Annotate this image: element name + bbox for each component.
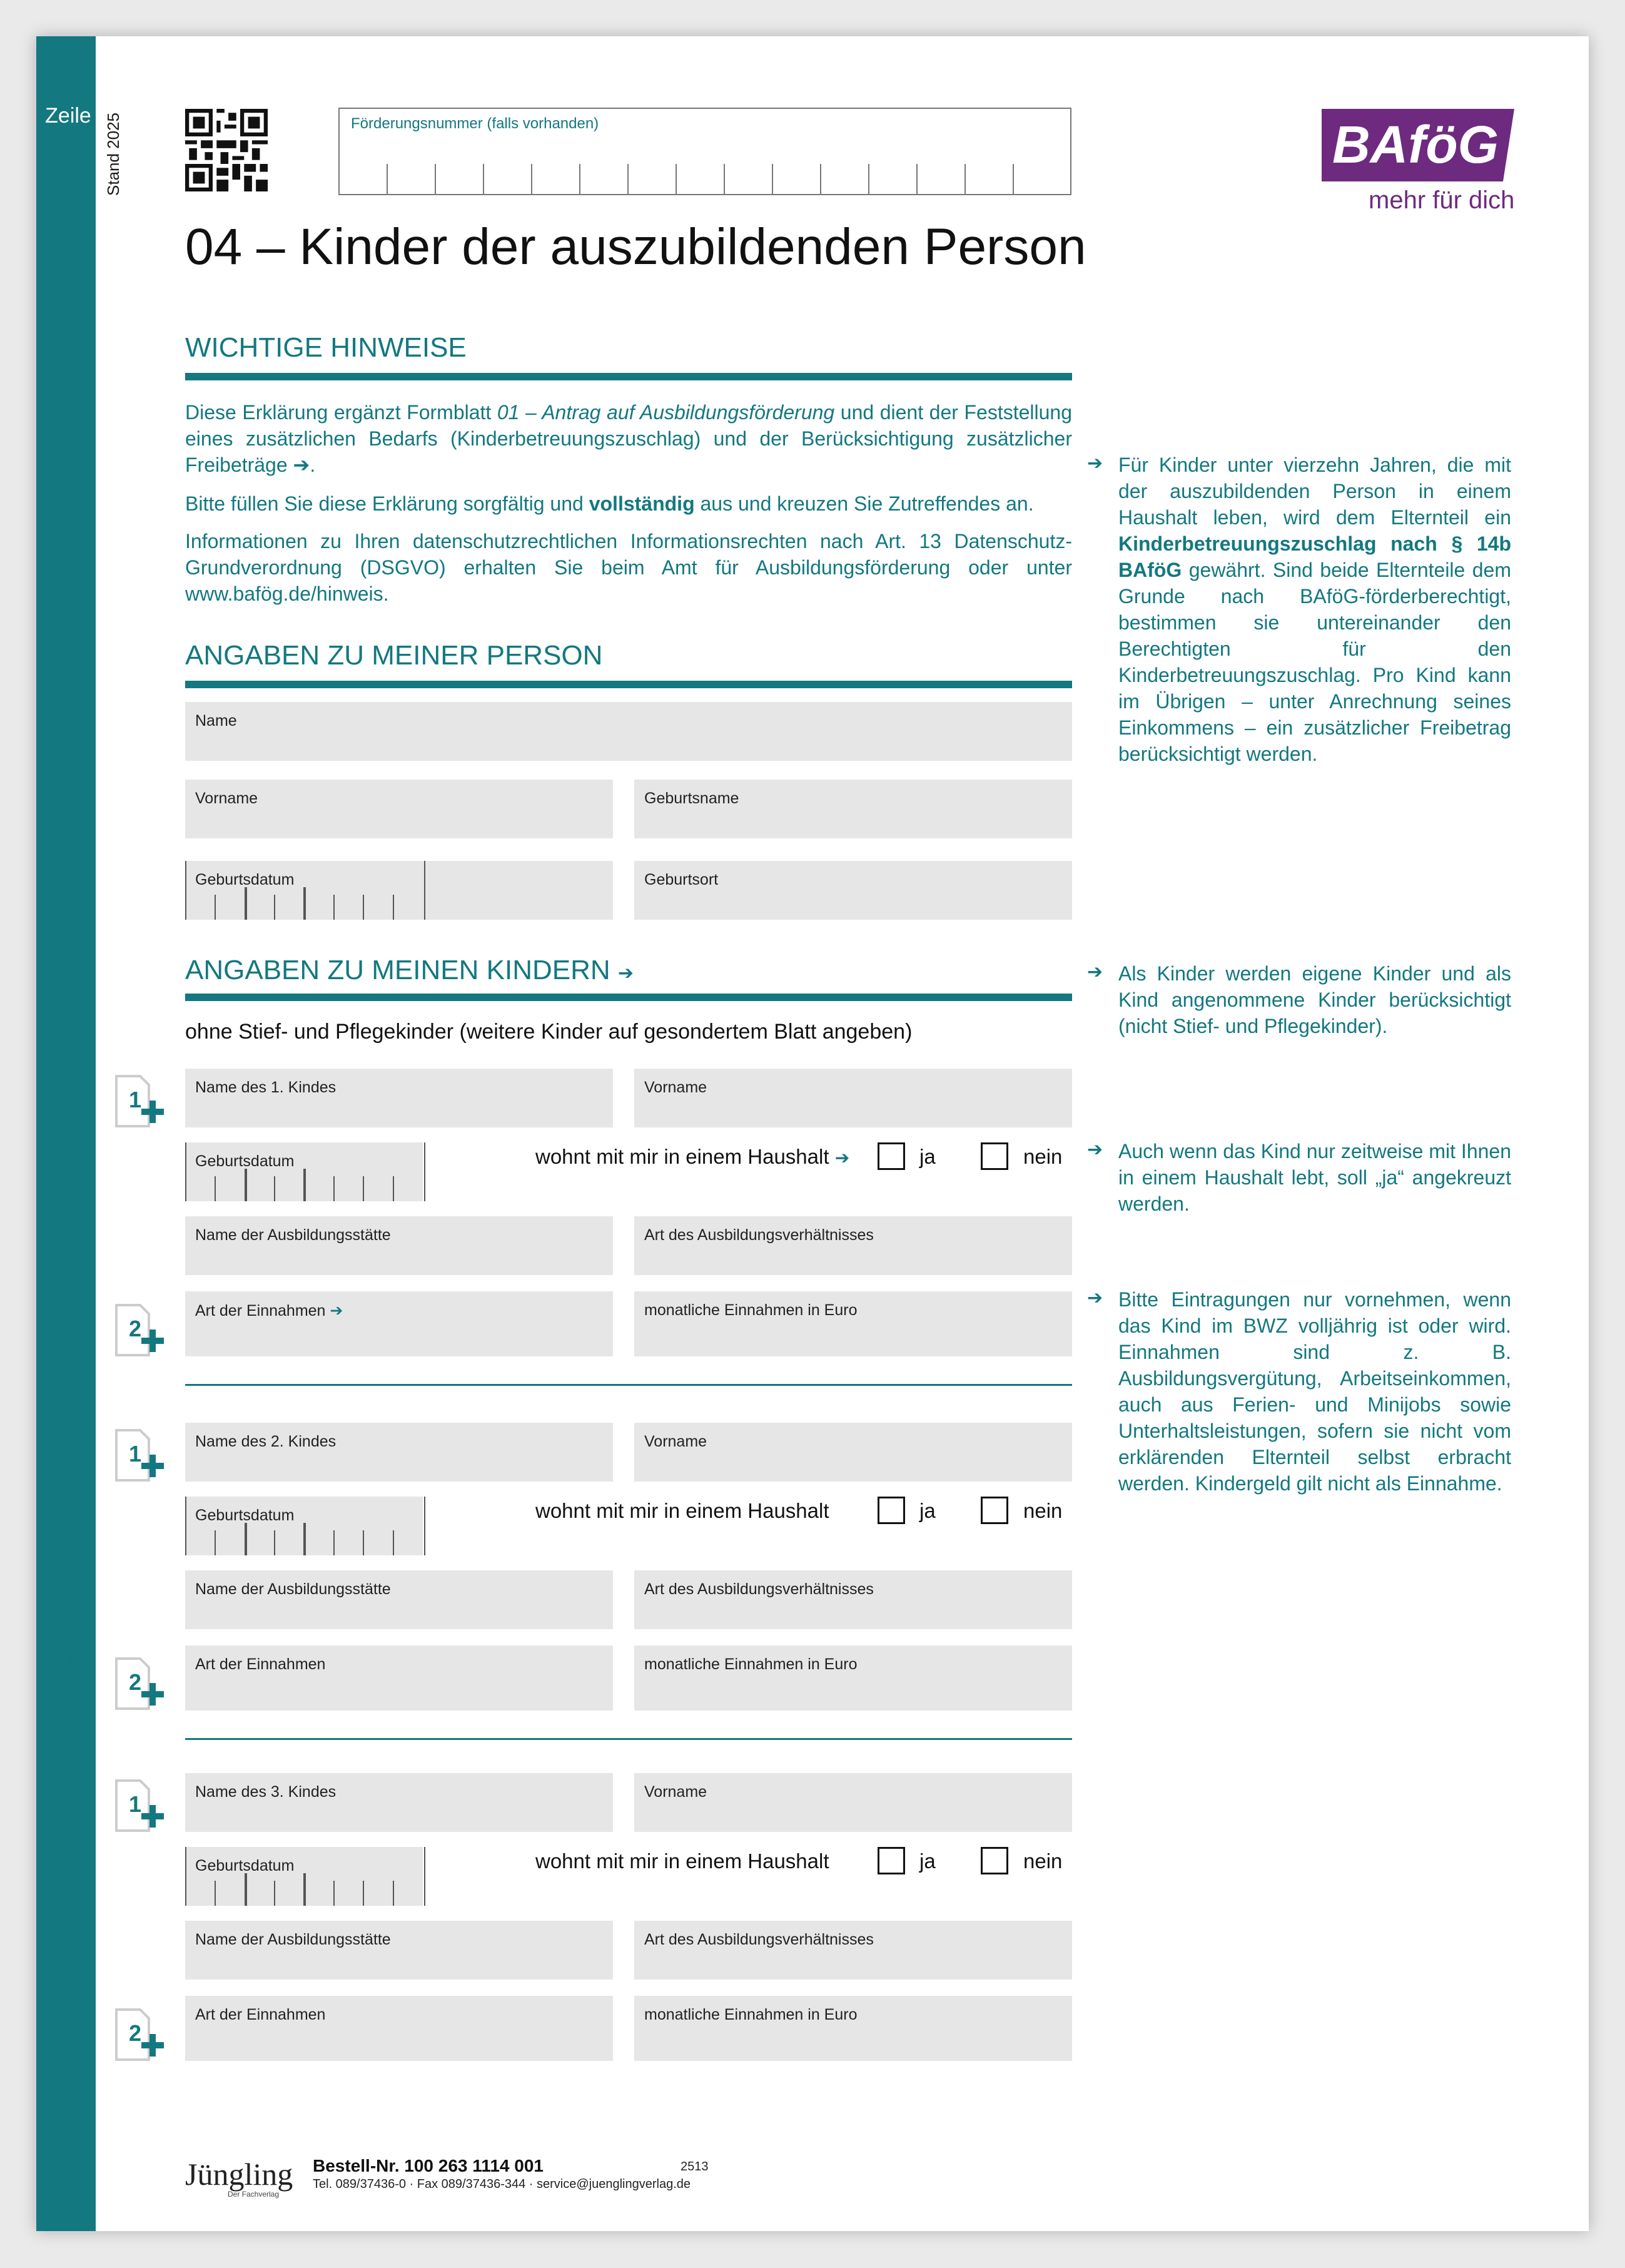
child3-einnahmen-monat-field[interactable]: monatliche Einnahmen in Euro [634, 1996, 1072, 2061]
line-number: 9 [60, 1500, 71, 1523]
child1-ja-checkbox[interactable] [878, 1142, 905, 1170]
side-note-1: Für Kinder unter vierzehn Jahren, die mit der auszubildenden Person in einem Haushalt leben, wird dem Elternteil ein Kinderbetreuungszuschlag nach § 14b BAföG gewährt. Sind beide Elternteile dem Grunde nach BAföG-förderberechtigt, bestimmen sie untereinander den Berechtigten für den Kinderbetreuungszuschlag. Pro Kind kann im Übrigen – unter Anrechnung seines Einkommens – ein zusätzlicher Freibetrag berücksichtigt werden. [1118, 454, 1511, 765]
child1-einnahmen-art-field[interactable]: Art der Einnahmen ➔ [185, 1291, 613, 1356]
child3-geburtsdatum-field[interactable]: Geburtsdatum [185, 1847, 423, 1906]
line-number: 14 [54, 1925, 77, 1947]
line-number: 1 [60, 706, 71, 728]
page-1-add-icon [110, 1424, 166, 1487]
child2-ja-checkbox[interactable] [878, 1497, 905, 1524]
bafoeg-logo [1322, 109, 1514, 181]
geburtsort-field[interactable]: Geburtsort [634, 861, 1072, 920]
child2-ausbildungsstaette-field[interactable]: Name der Ausbildungsstätte [185, 1570, 613, 1629]
child1-haushalt-label: wohnt mit mir in einem Haushalt ➔ [535, 1145, 850, 1168]
svg-text:1: 1 [129, 1087, 142, 1112]
svg-text:2: 2 [129, 1316, 142, 1341]
child2-nein-label: nein [1023, 1499, 1063, 1522]
publisher-contact: Tel. 089/37436-0 · Fax 089/37436-344 · service@juenglingverlag.de [313, 2177, 691, 2191]
page-2-add-icon [110, 1652, 166, 1715]
name-field[interactable]: Name [185, 702, 1072, 761]
publisher-logo: Jüngling [185, 2157, 293, 2192]
child3-ja-checkbox[interactable] [878, 1847, 905, 1874]
person-heading: ANGABEN ZU MEINER PERSON [185, 640, 603, 671]
child1-vorname-field[interactable]: Vorname [634, 1069, 1072, 1127]
page-title: 04 – Kinder der auszubildenden Person [185, 218, 1086, 275]
line-number: 3 [60, 863, 71, 886]
child3-nein-checkbox[interactable] [981, 1847, 1008, 1874]
child3-ausbildungsart-field[interactable]: Art des Ausbildungsverhältnisses [634, 1921, 1072, 1980]
left-strip [36, 36, 96, 2231]
line-number: 10 [54, 1574, 77, 1596]
hinweise-rule [185, 373, 1072, 380]
foerderungsnummer-field[interactable] [338, 108, 1071, 195]
line-number: 11 [55, 1647, 76, 1670]
logo-tagline: mehr für dich [1369, 186, 1515, 214]
geburtsdatum-field[interactable]: Geburtsdatum [185, 861, 613, 920]
line-number: 7 [60, 1294, 71, 1316]
kinder-subtitle: ohne Stief- und Pflegekinder (weitere Kinder auf gesondertem Blatt angeben) [185, 1020, 913, 1044]
note1-arrow-icon: ➔ [1087, 453, 1103, 474]
child2-einnahmen-monat-field[interactable]: monatliche Einnahmen in Euro [634, 1645, 1072, 1711]
child2-name-field[interactable]: Name des 2. Kindes [185, 1423, 613, 1482]
person-rule [185, 681, 1072, 688]
bestell-nr: Bestell-Nr. 100 263 1114 001 [313, 2156, 544, 2175]
child3-name-field[interactable]: Name des 3. Kindes [185, 1773, 613, 1832]
child1-nein-label: nein [1023, 1145, 1063, 1168]
child2-vorname-field[interactable]: Vorname [634, 1423, 1072, 1482]
child3-ausbildungsstaette-field[interactable]: Name der Ausbildungsstätte [185, 1921, 613, 1980]
hinweise-p1: Diese Erklärung ergänzt Formblatt 01 – Antrag auf Ausbildungsförderung und dient der Feststellung eines zusätzlichen Bedarfs (Kinderbetreuungszuschlag) und der Berücksichtigung zusätzlicher Freibeträge ➔. [185, 401, 1073, 476]
note3-arrow-icon: ➔ [1087, 1139, 1103, 1160]
child3-ja-label: ja [919, 1849, 936, 1873]
logo-text: BAföG [1332, 115, 1499, 174]
child1-geburtsdatum-field[interactable]: Geburtsdatum [185, 1142, 423, 1201]
child1-ja-label: ja [919, 1145, 936, 1168]
divider [185, 1738, 1072, 1740]
page-1-add-icon [110, 1070, 166, 1132]
child3-einnahmen-art-field[interactable]: Art der Einnahmen [185, 1996, 613, 2061]
side-note-4: Bitte Eintragungen nur vornehmen, wenn das Kind im BWZ volljährig ist oder wird. Einnahmen sind z. B. Ausbildungsvergütung, Arbeitseinkommen, auch aus Ferien- und Minijobs sowie Unterhaltsleistungen, sofern sie nicht vom erklärenden Elternteil selbst erbracht werden. Kindergeld gilt nicht als Einnahme. [1118, 1288, 1511, 1495]
child1-name-field[interactable]: Name des 1. Kindes [185, 1069, 613, 1127]
child2-geburtsdatum-field[interactable]: Geburtsdatum [185, 1497, 423, 1555]
svg-text:1: 1 [129, 1441, 142, 1467]
child3-haushalt-label: wohnt mit mir in einem Haushalt [535, 1849, 829, 1873]
form-page [36, 36, 1589, 2231]
child1-einnahmen-monat-field[interactable]: monatliche Einnahmen in Euro [634, 1291, 1072, 1356]
note2-arrow-icon: ➔ [1087, 962, 1103, 982]
page-2-add-icon [110, 1299, 166, 1361]
child2-ja-label: ja [919, 1499, 936, 1522]
zeile-label: Zeile [45, 104, 91, 128]
child2-nein-checkbox[interactable] [981, 1497, 1008, 1524]
page-2-add-icon [110, 2003, 166, 2066]
svg-text:2: 2 [129, 2020, 142, 2046]
foerderungsnummer-label: Förderungsnummer (falls vorhanden) [351, 115, 599, 132]
kinder-arrow-icon: ➔ [617, 963, 634, 984]
line-number: 15 [54, 1998, 77, 2021]
haushalt-arrow-icon: ➔ [834, 1148, 850, 1167]
qr-code-icon [185, 109, 268, 191]
kinder-heading: ANGABEN ZU MEINEN KINDERN ➔ [185, 955, 634, 985]
line-number: 2 [60, 781, 71, 804]
line-number: 4 [60, 1072, 71, 1094]
form-code: 2513 [681, 2160, 709, 2174]
child1-ausbildungsart-field[interactable]: Art des Ausbildungsverhältnisses [634, 1216, 1072, 1275]
side-note-2: Als Kinder werden eigene Kinder und als Kind angenommene Kinder berücksichtigt (nicht Stief- und Pflegekinder). [1118, 962, 1511, 1037]
stand-label: Stand 2025 [104, 112, 123, 196]
child2-ausbildungsart-field[interactable]: Art des Ausbildungsverhältnisses [634, 1570, 1072, 1629]
line-number: 5 [60, 1145, 71, 1167]
line-number: 8 [60, 1426, 71, 1449]
publisher-sub: Der Fachverlag [228, 2190, 280, 2199]
hinweise-heading: WICHTIGE HINWEISE [185, 332, 467, 363]
child3-nein-label: nein [1023, 1849, 1063, 1873]
hinweise-p2: Bitte füllen Sie diese Erklärung sorgfältig und vollständig aus und kreuzen Sie Zutreffendes an. [185, 492, 1034, 515]
child2-einnahmen-art-field[interactable]: Art der Einnahmen [185, 1645, 613, 1711]
page-1-add-icon [110, 1774, 166, 1837]
child2-haushalt-label: wohnt mit mir in einem Haushalt [535, 1499, 829, 1522]
child1-nein-checkbox[interactable] [981, 1142, 1008, 1170]
child1-ausbildungsstaette-field[interactable]: Name der Ausbildungsstätte [185, 1216, 613, 1275]
divider [185, 1384, 1072, 1386]
hinweise-p3: Informationen zu Ihren datenschutzrechtlichen Informationsrechten nach Art. 13 Datenschutz-Grundverordnung (DSGVO) erhalten Sie beim Amt für Ausbildungsförderung oder unter www.bafög.de/hinweis. [185, 530, 1072, 605]
line-number: 13 [54, 1851, 77, 1873]
vorname-field[interactable]: Vorname [185, 780, 613, 838]
svg-text:2: 2 [129, 1669, 142, 1695]
line-number: 6 [60, 1220, 71, 1243]
note4-arrow-icon: ➔ [1087, 1288, 1103, 1308]
child3-vorname-field[interactable]: Vorname [634, 1773, 1072, 1832]
line-number: 12 [54, 1777, 77, 1799]
geburtsname-field[interactable]: Geburtsname [634, 780, 1072, 838]
side-note-3: Auch wenn das Kind nur zeitweise mit Ihnen in einem Haushalt lebt, soll „ja“ angekreuzt werden. [1118, 1140, 1511, 1215]
einnahmen-arrow-icon: ➔ [330, 1302, 343, 1320]
kinder-rule [185, 994, 1072, 1001]
svg-text:1: 1 [129, 1791, 142, 1817]
